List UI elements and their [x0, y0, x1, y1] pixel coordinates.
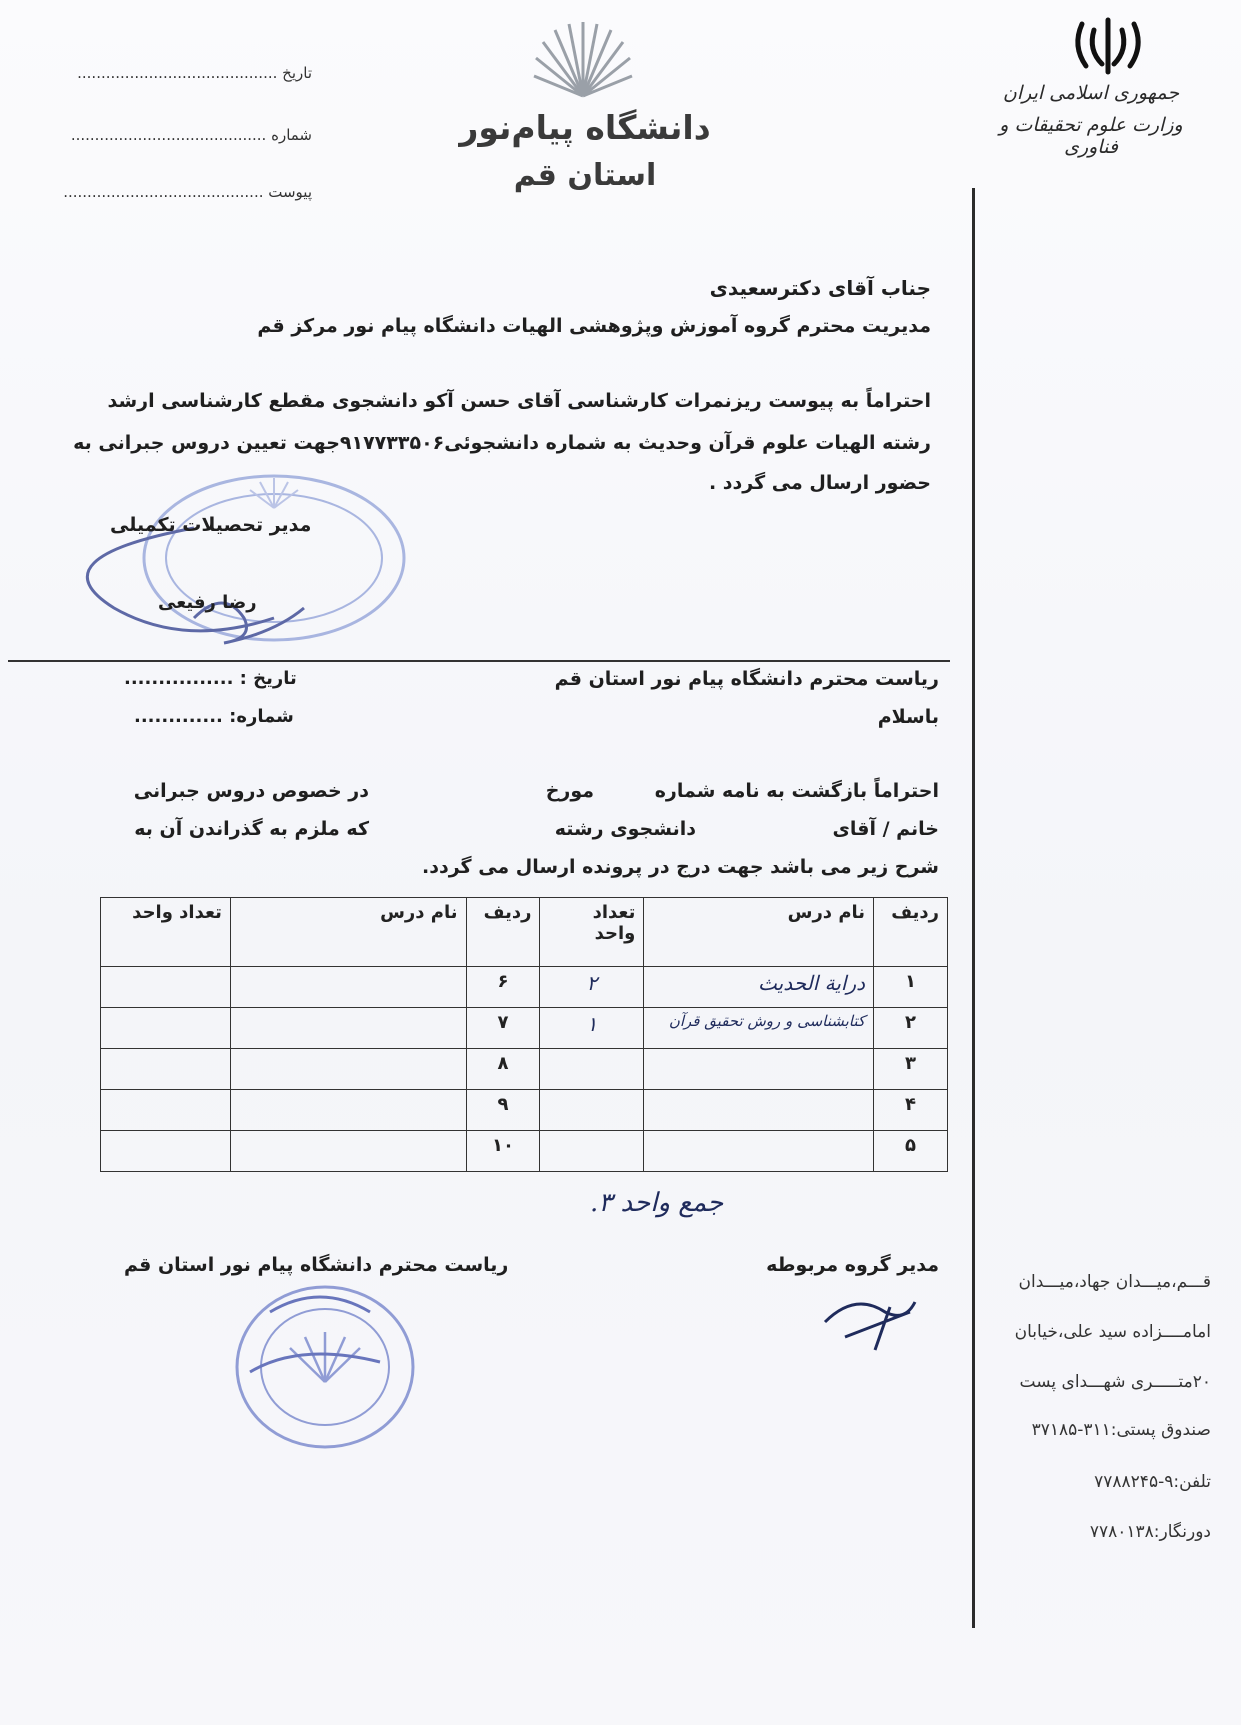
course-name-2 [230, 1090, 466, 1131]
course-units [540, 1131, 644, 1172]
body-line-2: رشته الهیات علوم قرآن وحدیث به شماره دانشجوئی۹۱۷۷۳۳۵۰۶جهت تعیین دروس جبرانی به [73, 432, 931, 454]
course-name [644, 1090, 874, 1131]
course-units [540, 1090, 644, 1131]
course-units: ۱ [540, 1008, 644, 1049]
address-line-2: امامــــزاده سید علی،خیابان [1014, 1322, 1211, 1342]
course-name-2 [230, 1131, 466, 1172]
reply-line2-a: خانم / آقای [832, 818, 939, 840]
reply-line2-b: دانشجوی رشته [554, 818, 696, 840]
reply-line1-a: احتراماً بازگشت به نامه شماره [654, 780, 939, 802]
row-index-2: ۹ [466, 1090, 540, 1131]
course-name-2 [230, 1049, 466, 1090]
reply-line3: شرح زیر می باشد جهت درج در پرونده ارسال می گردد. [422, 856, 939, 878]
number-label: شماره ......................................... [70, 126, 312, 144]
postal-box: صندوق پستی:۳۱۱-۳۷۱۸۵ [1031, 1420, 1211, 1440]
table-header-row [101, 898, 948, 967]
course-units-2 [101, 967, 231, 1008]
row-index-2: ۶ [466, 967, 540, 1008]
row-index: ۱ [874, 967, 948, 1008]
course-name-2 [230, 967, 466, 1008]
row-index: ۲ [874, 1008, 948, 1049]
header-units-2: تعداد واحد [101, 898, 231, 967]
group-manager-signature-icon [815, 1282, 925, 1352]
course-units-2 [101, 1049, 231, 1090]
university-province: استان قم [513, 158, 657, 193]
course-name [644, 1131, 874, 1172]
total-units-note: جمع واحد ۳. [590, 1188, 724, 1218]
date-label: تاریخ .......................................... [77, 64, 312, 82]
table-row [101, 1131, 948, 1172]
signer-title: مدیر تحصیلات تکمیلی [110, 514, 312, 536]
address-line-1: قـــم،میـــدان جهاد،میـــدان [1018, 1272, 1211, 1292]
president-label: ریاست محترم دانشگاه پیام نور استان قم [124, 1254, 509, 1276]
course-units-2 [101, 1131, 231, 1172]
table-row [101, 1090, 948, 1131]
row-index-2: ۸ [466, 1049, 540, 1090]
gov-line-2: وزارت علوم تحقیقات و فناوری [999, 114, 1183, 158]
attachment-label: پیوست .......................................... [63, 183, 312, 201]
signer-name: رضا رفیعی [158, 592, 257, 613]
reply-line1-c: در خصوص دروس جبرانی [133, 780, 369, 802]
course-units: ۲ [540, 967, 644, 1008]
recipient-title: مدیریت محترم گروه آموزش وپژوهشی الهیات دانشگاه پیام نور مرکز قم [257, 315, 931, 337]
header-units: تعداد واحد [540, 898, 644, 967]
courses-table [100, 897, 948, 1172]
recipient: جناب آقای دکترسعیدی [709, 276, 931, 300]
gov-line-1: جمهوری اسلامی ایران [1002, 82, 1180, 104]
header-course-name: نام درس [644, 898, 874, 967]
reply-line2-c: که ملزم به گذراندن آن به [134, 818, 369, 840]
university-name: دانشگاه پیام‌نور [459, 108, 711, 147]
sidebar-divider [972, 188, 975, 1628]
header-row-index-2: ردیف [466, 898, 540, 967]
reply-greeting: باسلام [877, 706, 939, 728]
reply-date-label: تاریخ : ................ [124, 668, 297, 689]
row-index: ۵ [874, 1131, 948, 1172]
row-index: ۳ [874, 1049, 948, 1090]
address-line-3: ۲۰متـــــری شهـــدای پست [1019, 1372, 1211, 1392]
course-units [540, 1049, 644, 1090]
president-stamp-icon [230, 1282, 420, 1452]
row-index-2: ۱۰ [466, 1131, 540, 1172]
course-name: درایة الحدیث [644, 967, 874, 1008]
table-row [101, 1049, 948, 1090]
course-units-2 [101, 1090, 231, 1131]
header-course-name-2: نام درس [230, 898, 466, 967]
course-units-2 [101, 1008, 231, 1049]
university-stamp-icon [74, 468, 414, 668]
body-line-1: احتراماً به پیوست ریزنمرات کارشناسی آقای حسن آکو دانشجوی مقطع کارشناسی ارشد [107, 390, 931, 412]
table-row [101, 967, 948, 1008]
iran-emblem-icon [1068, 16, 1148, 76]
reply-line1-b: مورخ [545, 780, 594, 802]
header-row-index: ردیف [874, 898, 948, 967]
reply-addressee: ریاست محترم دانشگاه پیام نور استان قم [554, 668, 939, 690]
course-name: کتابشناسی و روش تحقیق قرآن [644, 1008, 874, 1049]
payame-noor-logo-icon [533, 18, 633, 98]
course-name [644, 1049, 874, 1090]
reply-number-label: شماره: ............. [134, 706, 294, 727]
body-line-3: حضور ارسال می گردد . [708, 472, 931, 494]
fax: دورنگار:۷۷۸۰۱۳۸ [1089, 1522, 1211, 1542]
group-manager-label: مدیر گروه مربوطه [766, 1254, 939, 1276]
phone: تلفن:۹-۷۷۸۸۲۴۵ [1094, 1472, 1211, 1492]
table-row [101, 1008, 948, 1049]
section-divider [8, 660, 950, 662]
course-name-2 [230, 1008, 466, 1049]
row-index: ۴ [874, 1090, 948, 1131]
row-index-2: ۷ [466, 1008, 540, 1049]
